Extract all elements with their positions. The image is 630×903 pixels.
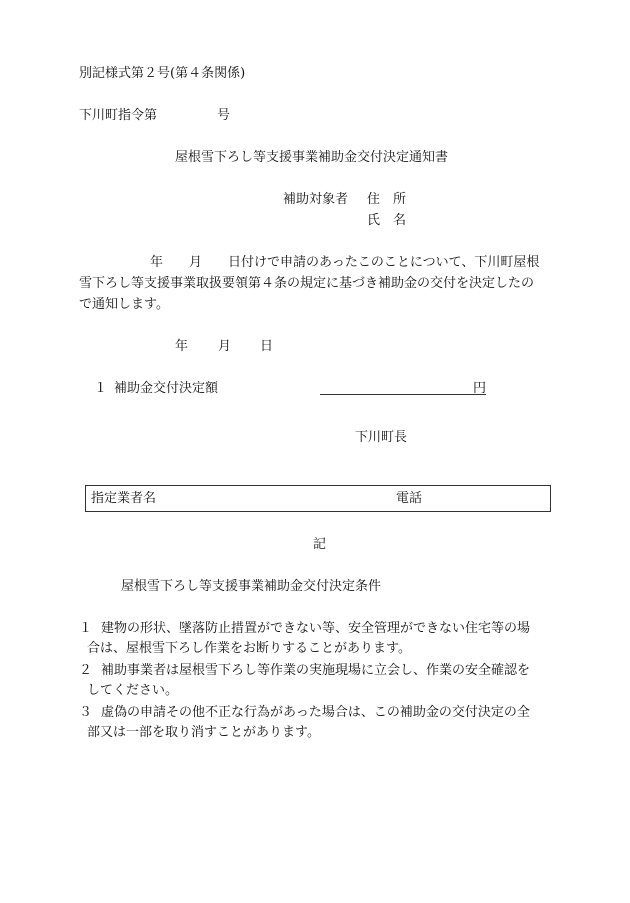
form-id: 別記様式第２号(第４条関係) — [79, 66, 246, 81]
order-number-prefix: 下川町指令第 — [79, 108, 158, 123]
condition-item-2 — [79, 661, 569, 701]
condition-text-line2: 合は、屋根雪下ろし作業をお断りすることがあります。 — [87, 641, 411, 656]
condition-number: ２ — [79, 663, 93, 678]
date-year: 年 — [175, 339, 189, 354]
amount-blank-line — [320, 394, 486, 395]
body-line-2: 雪下ろし等支援事業取扱要領第４条の規定に基づき補助金の交付を決定したの — [79, 276, 535, 291]
recipient-address-label: 住 所 — [367, 192, 407, 207]
contractor-name-label: 指定業者名 — [91, 491, 157, 506]
condition-text-line2: してください。 — [87, 683, 179, 698]
recipient-label: 補助対象者 — [283, 192, 349, 207]
item-label: 補助金交付決定額 — [114, 381, 219, 396]
condition-item-1 — [79, 619, 569, 659]
issuer: 下川町長 — [355, 430, 408, 445]
body-line-3: で通知します。 — [79, 297, 169, 312]
ki-heading: 記 — [313, 537, 327, 552]
condition-text-line1: 補助事業者は屋根雪下ろし等作業の実施現場に立会し、作業の安全確認を — [101, 663, 531, 678]
body-line-1: 年 月 日付けで申請のあったこのことについて、下川町屋根 — [150, 255, 540, 270]
condition-text-line1: 建物の形状、墜落防止措置ができない等、安全管理ができない住宅等の場 — [101, 621, 531, 636]
date-month: 月 — [218, 339, 232, 354]
date-day: 日 — [260, 339, 274, 354]
order-number-suffix: 号 — [217, 108, 231, 123]
document-title: 屋根雪下ろし等支援事業補助金交付決定通知書 — [175, 150, 449, 165]
amount-unit: 円 — [473, 381, 487, 396]
condition-item-3 — [79, 703, 569, 743]
conditions-title: 屋根雪下ろし等支援事業補助金交付決定条件 — [121, 579, 382, 594]
contractor-phone-label: 電話 — [396, 491, 423, 506]
condition-text-line1: 虚偽の申請その他不正な行為があった場合は、この補助金の交付決定の全 — [101, 705, 530, 720]
item-number: １ — [94, 381, 108, 396]
condition-number: ３ — [79, 705, 93, 720]
condition-number: １ — [79, 621, 93, 636]
condition-text-line2: 部又は一部を取り消すことがあります。 — [87, 725, 320, 740]
recipient-name-label: 氏 名 — [367, 213, 407, 228]
